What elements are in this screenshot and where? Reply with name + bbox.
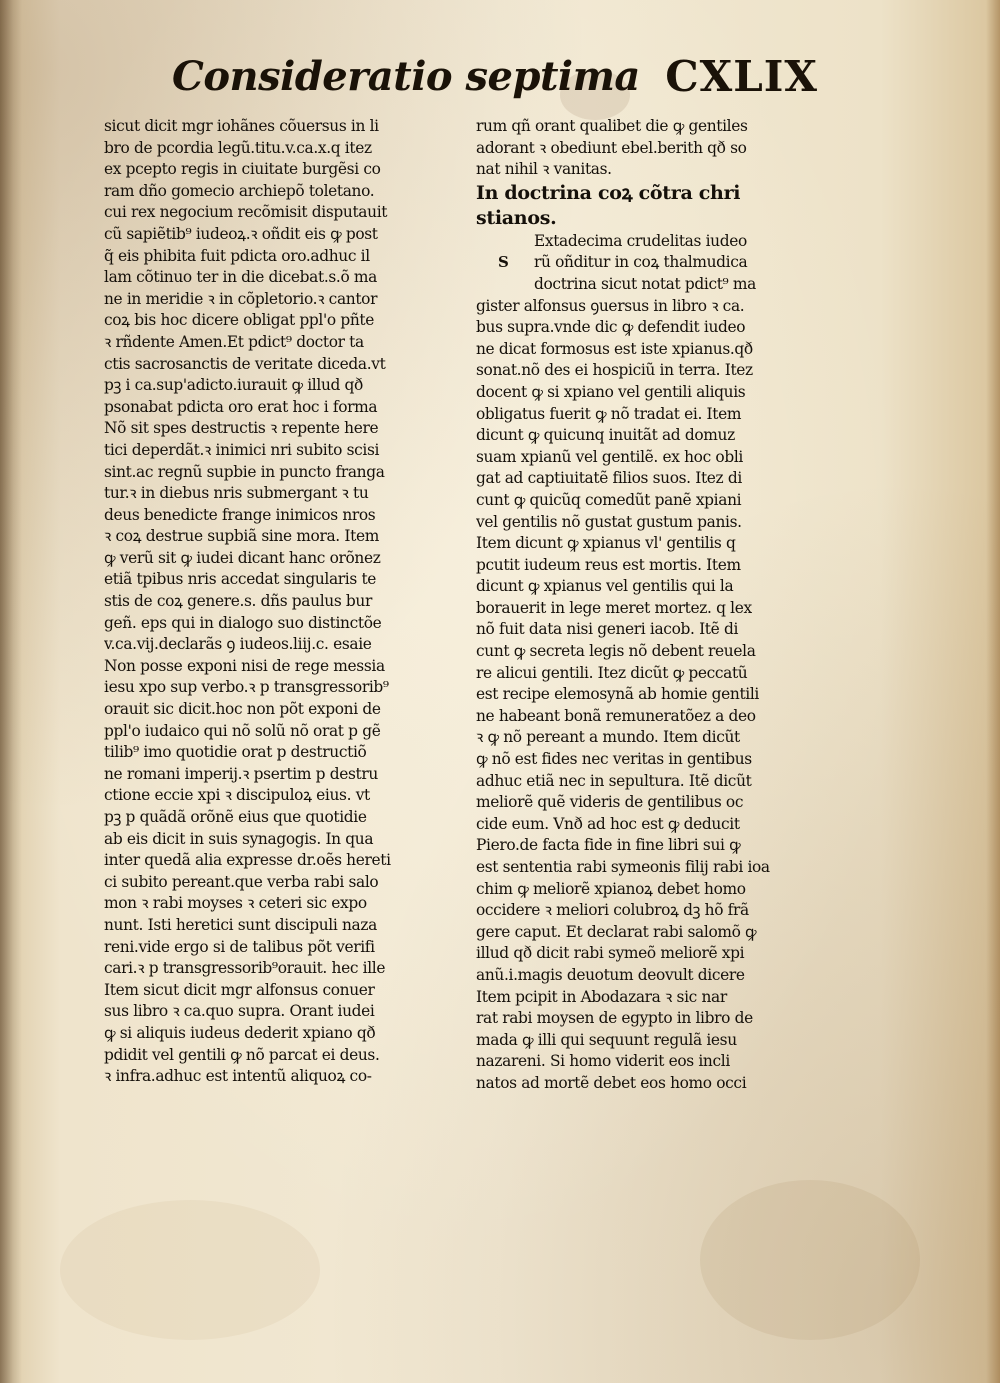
- text-line: rum qñ orant qualibet die ꝙ gentiles: [476, 117, 748, 135]
- section-heading: [476, 181, 822, 231]
- left-text-column: [104, 116, 454, 1088]
- text-line: ne romani imperij.ꝛ psertim p destru: [104, 764, 378, 783]
- text-line: pdidit vel gentili ꝙ nõ parcat ei deus.: [104, 1045, 380, 1064]
- text-line: ne dicat formosus est iste xpianus.qð: [476, 339, 753, 358]
- text-line: rat rabi moysen de egypto in libro de: [476, 1009, 753, 1028]
- text-line: psonabat pdicta oro erat hoc i forma: [104, 397, 378, 416]
- text-line: Item dicunt ꝙ xpianus vl' gentilis q: [476, 534, 736, 553]
- text-line: ctione eccie xpi ꝛ discipuloꝝ eius. vt: [104, 786, 370, 805]
- paper-stain: [700, 1180, 920, 1340]
- text-line: est sententia rabi symeonis filij rabi ioa: [476, 858, 770, 876]
- text-line: gister alfonsus ꝯuersus in libro ꝛ ca.: [476, 296, 745, 315]
- paper-stain: [60, 1200, 320, 1340]
- text-line: bro de pcordia legũ.titu.v.ca.x.q itez: [104, 138, 372, 157]
- text-line: gere caput. Et declarat rabi salomõ ꝙ: [476, 922, 757, 941]
- text-line: Item pcipit in Abodazara ꝛ sic nar: [476, 987, 727, 1006]
- text-line: cari.ꝛ p transgressorib⁹orauit. hec ille: [104, 959, 386, 978]
- text-line: tici deperdãt.ꝛ inimici nri subito scisi: [104, 440, 380, 459]
- text-line: cũ sapiẽtib⁹ iudeoꝝ.ꝛ oñdit eis ꝙ post: [104, 224, 378, 243]
- text-line: sonat.nõ des ei hospiciũ in terra. Itez: [476, 361, 753, 380]
- right-text-column: [476, 116, 822, 1095]
- text-line: adorant ꝛ obediunt ebel.berith qð so: [476, 138, 747, 157]
- text-line: v.ca.vij.declarãs ꝯ iudeos.liij.c. esaie: [104, 635, 372, 654]
- text-line: sint.ac regnũ supbie in puncto franga: [104, 462, 385, 481]
- text-line: ppl'o iudaico qui nõ solũ nõ orat p gẽ: [104, 721, 381, 740]
- text-line: natos ad mortẽ debet eos homo occi: [476, 1073, 747, 1092]
- text-line: nazareni. Si homo viderit eos incli: [476, 1052, 730, 1071]
- text-line: docent ꝙ si xpiano vel gentili aliquis: [476, 382, 746, 401]
- text-line: cide eum. Vnð ad hoc est ꝙ deducit: [476, 814, 740, 833]
- running-title: Consideratio septima: [172, 53, 640, 100]
- text-line: cui rex negocium recõmisit disputauit: [104, 203, 388, 222]
- text-line: tilib⁹ imo quotidie orat p destructiõ: [104, 743, 367, 762]
- text-line: Item sicut dicit mgr alfonsus conuer: [104, 980, 375, 999]
- text-line: orauit sic dicit.hoc non põt exponi de: [104, 700, 381, 719]
- text-line: reni.vide ergo si de talibus põt verifi: [104, 937, 375, 956]
- text-line: Extadecima crudelitas iudeo: [534, 231, 747, 250]
- text-line: re alicui gentili. Itez dicũt ꝙ peccatũ: [476, 663, 748, 682]
- text-line: ne habeant bonã remuneratõez a deo: [476, 706, 756, 725]
- text-line: ꝙ si aliquis iudeus dederit xpiano qð: [104, 1023, 376, 1042]
- text-line: q̃ eis phibita fuit pdicta oro.adhuc il: [104, 246, 370, 265]
- text-line: ꝛ rñdente Amen.Et pdict⁹ doctor ta: [104, 332, 364, 351]
- text-line: dicunt ꝙ quicunq inuitãt ad domuz: [476, 426, 735, 445]
- text-line: est recipe elemosynã ab homie gentili: [476, 685, 760, 704]
- text-line: iesu xpo sup verbo.ꝛ p transgressorib⁹: [104, 678, 389, 697]
- text-line: sus libro ꝛ ca.quo supra. Orant iudei: [104, 1002, 375, 1021]
- text-line: cunt ꝙ quicũq comedũt panẽ xpiani: [476, 490, 742, 509]
- text-line: pꝫ i ca.sup'adicto.iurauit ꝙ illud qð: [104, 376, 363, 395]
- text-line: illud qð dicit rabi symeõ meliorẽ xpi: [476, 944, 745, 963]
- text-line: anũ.i.magis deuotum deovult dicere: [476, 965, 745, 984]
- text-line: pꝫ p quãdã orõnẽ eius que quotidie: [104, 808, 367, 826]
- text-line: Nõ sit spes destructis ꝛ repente here: [104, 419, 379, 438]
- text-line: rũ oñditur in coꝝ thalmudica: [534, 253, 748, 272]
- text-line: doctrina sicut notat pdict⁹ ma: [534, 274, 756, 293]
- text-line: chim ꝙ meliorẽ xpianoꝝ debet homo: [476, 879, 746, 898]
- text-line: obligatus fuerit ꝙ nõ tradat ei. Item: [476, 404, 742, 423]
- text-line: ab eis dicit in suis synagogis. In qua: [104, 829, 374, 848]
- section-body: [476, 231, 822, 1095]
- text-line: mada ꝙ illi qui sequunt regulã iesu: [476, 1030, 737, 1049]
- text-line: ne in meridie ꝛ in cõpletorio.ꝛ cantor: [104, 289, 378, 308]
- folio-number: CXLIX: [665, 52, 818, 101]
- text-line: ꝙ nõ est fides nec veritas in gentibus: [476, 750, 752, 769]
- text-line: stis de coꝝ genere.s. dñs paulus bur: [104, 592, 372, 611]
- text-line: coꝝ bis hoc dicere obligat ppl'o pñte: [104, 311, 374, 330]
- text-line: sicut dicit mgr iohãnes cõuersus in li: [104, 117, 379, 135]
- text-line: Piero.de facta fide in fine libri sui ꝙ: [476, 836, 741, 855]
- text-line: meliorẽ quẽ videris de gentilibus oc: [476, 793, 744, 812]
- text-line: ꝛ infra.adhuc est intentũ aliquoꝝ co-: [104, 1067, 372, 1086]
- text-line: dicunt ꝙ xpianus vel gentilis qui la: [476, 577, 734, 596]
- text-line: ex pcepto regis in ciuitate burgẽsi co: [104, 160, 381, 179]
- text-line: geñ. eps qui in dialogo suo distinctõe: [104, 613, 382, 632]
- text-line: nõ fuit data nisi generi iacob. Itẽ di: [476, 620, 739, 639]
- text-line: ꝛ ꝙ nõ pereant a mundo. Item dicũt: [476, 728, 740, 747]
- text-line: Non posse exponi nisi de rege messia: [104, 656, 385, 675]
- gutter-shadow: [0, 0, 22, 1383]
- text-line: vel gentilis nõ gustat gustum panis.: [476, 512, 742, 531]
- text-line: inter quedã alia expresse dr.oẽs hereti: [104, 851, 391, 870]
- initial-letter-guide: S: [498, 252, 509, 271]
- text-line: ci subito pereant.que verba rabi salo: [104, 872, 379, 891]
- text-line: etiã tpibus nris accedat singularis te: [104, 570, 377, 589]
- text-line: pcutit iudeum reus est mortis. Item: [476, 555, 741, 574]
- text-line: gat ad captiuitatẽ filios suos. Itez di: [476, 469, 742, 488]
- text-line: ctis sacrosanctis de veritate diceda.vt: [104, 354, 386, 373]
- text-line: cunt ꝙ secreta legis nõ debent reuela: [476, 642, 756, 661]
- text-line: suam xpianũ vel gentilẽ. ex hoc obli: [476, 447, 743, 466]
- text-line: occidere ꝛ meliori colubroꝝ dꝫ hõ frã: [476, 901, 749, 920]
- heading-line: In doctrina coꝝ cõtra chri: [476, 181, 741, 204]
- text-line: adhuc etiã nec in sepultura. Itẽ dicũt: [476, 771, 752, 790]
- text-line: nunt. Isti heretici sunt discipuli naza: [104, 915, 377, 934]
- text-line: deus benedicte frange inimicos nros: [104, 505, 376, 524]
- text-line: ꝙ verũ sit ꝙ iudei dicant hanc orõnez: [104, 548, 381, 567]
- text-line: ram dño gomecio archiepõ toletano.: [104, 181, 375, 200]
- text-line: nat nihil ꝛ vanitas.: [476, 160, 612, 179]
- right-column-continuation: [476, 116, 822, 181]
- text-line: ꝛ coꝝ destrue supbiã sine mora. Item: [104, 527, 379, 546]
- heading-line: stianos.: [476, 206, 557, 229]
- text-line: borauerit in lege meret mortez. q lex: [476, 598, 752, 617]
- text-line: tur.ꝛ in diebus nris submergant ꝛ tu: [104, 484, 369, 503]
- text-line: mon ꝛ rabi moyses ꝛ ceteri sic expo: [104, 894, 367, 913]
- text-line: bus supra.vnde dic ꝙ defendit iudeo: [476, 318, 746, 337]
- page-edge: [986, 0, 1000, 1383]
- text-line: lam cõtinuo ter in die dicebat.s.õ ma: [104, 268, 377, 287]
